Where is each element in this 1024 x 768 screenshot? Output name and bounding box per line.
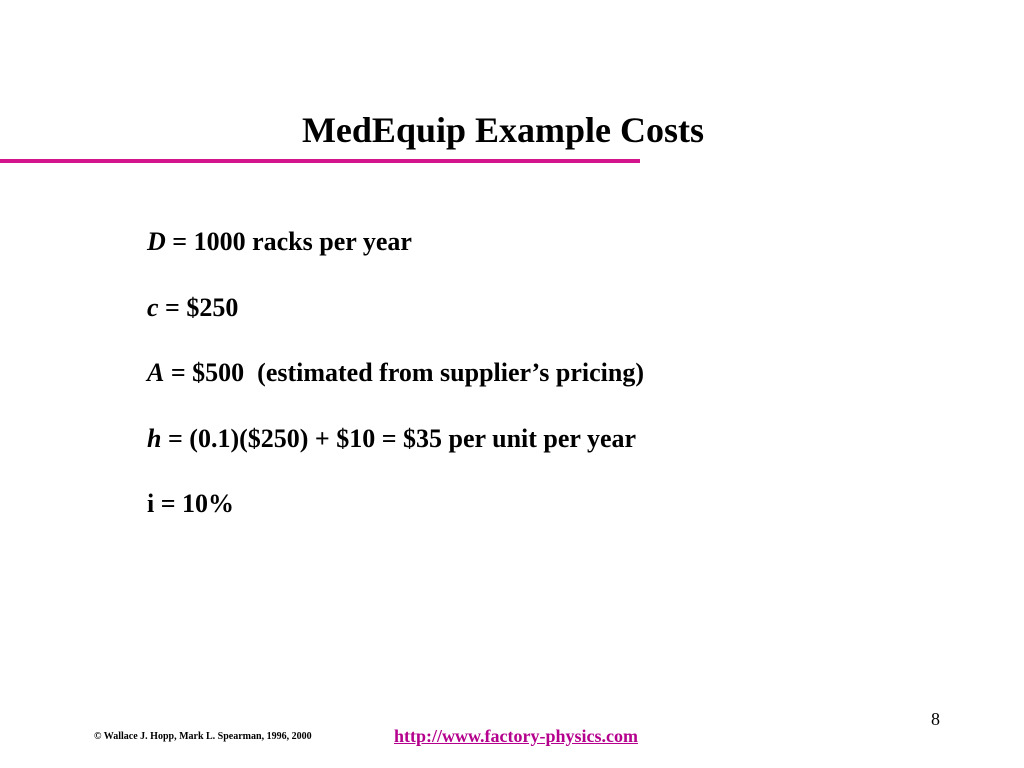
param-holding-cost [147, 421, 644, 457]
param-value: = $500 (estimated from supplier’s pricing) [164, 358, 644, 387]
param-value: i = 10% [147, 489, 235, 518]
copyright-notice: © Wallace J. Hopp, Mark L. Spearman, 1996, 2000 [94, 731, 312, 742]
param-variable: D [147, 227, 166, 256]
factory-physics-link[interactable]: http://www.factory-physics.com [394, 726, 638, 746]
param-interest-rate [147, 486, 644, 522]
param-variable: c [147, 292, 159, 322]
slide-title: MedEquip Example Costs [301, 110, 705, 150]
param-unit-cost [147, 290, 644, 326]
title-underline-rule [0, 159, 640, 163]
param-demand [147, 224, 644, 260]
parameter-list [147, 224, 644, 552]
page-number: 8 [931, 709, 940, 729]
param-value: = (0.1)($250) + $10 = $35 per unit per year [161, 423, 637, 453]
param-value: = 1000 racks per year [165, 227, 412, 256]
param-setup-cost [147, 355, 644, 391]
param-value: = $250 [158, 292, 239, 322]
param-variable: h [147, 423, 162, 453]
param-variable: A [147, 358, 165, 387]
